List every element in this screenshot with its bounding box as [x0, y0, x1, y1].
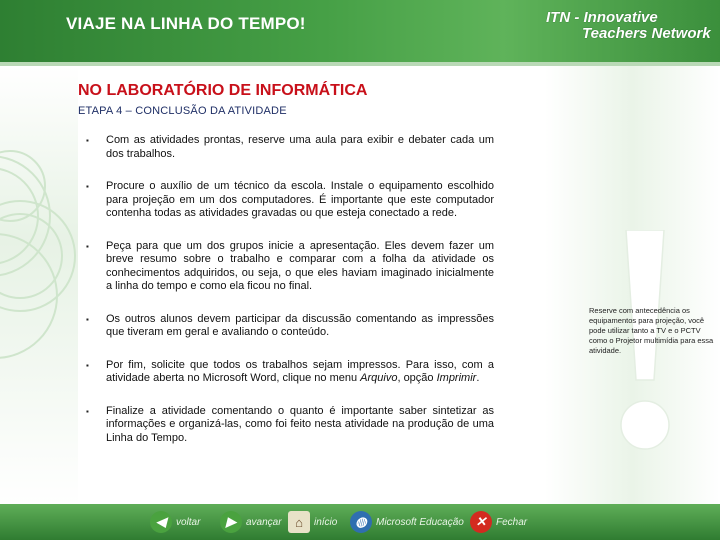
logo-line1: ITN - Innovative — [546, 9, 658, 26]
bullet-icon: ▪ — [86, 136, 89, 145]
section-title: NO LABORATÓRIO DE INFORMÁTICA — [78, 82, 368, 99]
swirl-decoration-icon — [0, 66, 78, 506]
list-item-text: Peça para que um dos grupos inicie a apresentação. Eles devem fazer um breve resumo sobre o trabalho e comparar com a folha da atividade os conhecimentos adquiridos, ou seja, o que eles haviam imaginado inicialmente a linha do tempo e como ela ficou no final. — [106, 239, 494, 292]
home-button[interactable] — [288, 509, 337, 535]
globe-icon: ◍ — [350, 511, 372, 533]
home-label: início — [314, 516, 338, 528]
list-item-text: Finalize a atividade comentando o quanto é importante saber sintetizar as informações e organizá-las, como foi feito nesta atividade na produção de uma Linha do Tempo. — [106, 404, 494, 444]
sidebar-note: Reserve com antecedência os equipamentos para projeção, você pode utilizar tanto a TV e o PCTV como o Projetor multimídia para essa atividade. — [589, 306, 714, 355]
logo-line2: Teachers Network — [582, 25, 711, 42]
back-label: voltar — [176, 516, 201, 528]
forward-label: avançar — [246, 516, 282, 528]
footer-nav — [0, 504, 720, 540]
bullet-icon: ▪ — [86, 314, 89, 324]
arrow-right-icon: ▶ — [220, 511, 242, 533]
list-item-text: Procure o auxílio de um técnico da escola. Instale o equipamento escolhido para projeção em um dos computadores. É importante que este computador contenha todas as atividades gravadas ou que esteja conectado a rede. — [106, 180, 494, 219]
list-item-text: Por fim, solicite que todos os trabalhos sejam impressos. Para isso, com a atividade aberta no Microsoft Word, clique no menu — [106, 358, 494, 384]
list-item-text: Com as atividades prontas, reserve uma aula para exibir e debater cada um dos trabalhos. — [106, 134, 494, 160]
bullet-icon: ▪ — [86, 241, 89, 251]
step-subtitle: ETAPA 4 – CONCLUSÃO DA ATIVIDADE — [78, 105, 287, 117]
list-item — [86, 313, 494, 340]
list-item — [86, 359, 494, 386]
list-item-text-mid: , opção — [397, 372, 437, 384]
left-decoration — [0, 66, 78, 506]
bullet-icon: ▪ — [86, 182, 89, 191]
education-label: Microsoft Educação — [376, 516, 464, 528]
list-item — [86, 240, 494, 294]
bullet-icon: ▪ — [86, 360, 89, 370]
instructions-list — [86, 134, 494, 464]
close-icon: ✕ — [470, 511, 492, 533]
menu-name: Arquivo — [360, 372, 398, 384]
list-item-text: Os outros alunos devem participar da discussão comentando as impressões que tiveram em geral e avaliando o conteúdo. — [106, 312, 494, 338]
list-item-text-end: . — [476, 372, 480, 384]
header-bar — [0, 0, 720, 62]
close-label: Fechar — [496, 516, 528, 528]
list-item — [86, 405, 494, 446]
option-name: Imprimir — [436, 372, 477, 384]
house-icon: ⌂ — [288, 511, 310, 533]
arrow-left-icon: ◀ — [150, 511, 172, 533]
forward-button[interactable] — [220, 509, 282, 535]
itn-logo — [546, 10, 711, 42]
back-button[interactable] — [150, 509, 200, 535]
list-item — [86, 180, 494, 221]
bullet-icon: ▪ — [86, 406, 89, 416]
education-button[interactable] — [350, 509, 464, 535]
close-button[interactable] — [470, 509, 527, 535]
list-item — [86, 134, 494, 161]
page-title: VIAJE NA LINHA DO TEMPO! — [66, 14, 306, 33]
